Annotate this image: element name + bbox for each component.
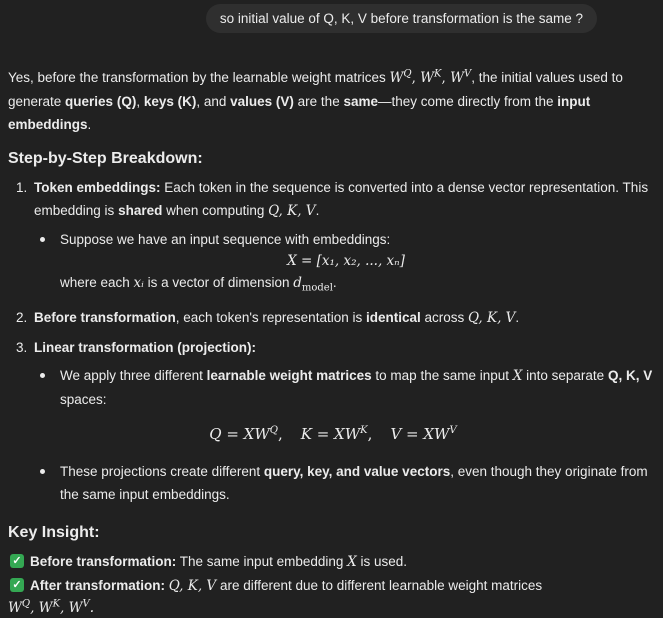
insight-item: [8, 550, 658, 574]
assistant-response: [8, 66, 658, 618]
projection-equations: $Q = XW^Q$, $K = XW^K$, $V = XW^V$: [209, 424, 457, 443]
bold-queries: queries (Q): [65, 94, 137, 109]
bold-keys: keys (K): [143, 94, 197, 109]
bullet-list: [34, 364, 658, 506]
user-message-bubble: so initial value of Q, K, V before transformation is the same ?: [206, 4, 597, 33]
insight-text: After transformation: Q, K, V are different due to different learnable weight matrices: [30, 577, 543, 594]
bold-input-embeddings: input embeddings: [8, 94, 591, 132]
step-number: 2.: [16, 309, 28, 325]
intro-text: ,: [136, 94, 144, 109]
math-wv: $W^V$: [450, 68, 472, 86]
step-number: 1.: [16, 180, 28, 195]
intro-text: are the: [293, 94, 344, 109]
math-wq: $W^Q$: [389, 68, 412, 86]
bullet-item: [34, 460, 658, 506]
math-wk: $W^K$: [420, 68, 442, 86]
step-number: 3.: [16, 339, 28, 355]
breakdown-heading: Step-by-Step Breakdown:: [8, 150, 203, 167]
math-separator: ,: [411, 70, 421, 86]
step-item: [8, 336, 658, 506]
where-text: where each xᵢ is a vector of dimension $d_{model}$.: [60, 275, 337, 294]
step-text: Linear transformation (projection):: [34, 339, 257, 355]
check-mark-icon: ✓: [10, 554, 24, 568]
bullet-text: These projections create different query, key, and value vectors, even though they originate from the same input embeddings.: [60, 463, 648, 502]
bold-values: values (V): [230, 94, 294, 109]
bullet-text: Suppose we have an input sequence with embeddings:: [60, 232, 391, 247]
step-text: Token embeddings: Each token in the sequence is converted into a dense vector representation. This embedding is shared when computing Q, K, V.: [34, 180, 649, 219]
intro-text: Yes, before the transformation by the learnable weight matrices: [8, 70, 390, 85]
insight-item: [8, 574, 658, 618]
intro-text: , and: [196, 94, 231, 109]
math-separator: ,: [441, 70, 451, 86]
step-text: Before transformation, each token's representation is identical across Q, K, V.: [34, 309, 520, 326]
bullet-item: [34, 364, 658, 446]
bullet-text: We apply three different learnable weight matrices to map the same input X into separate Q, K, V spaces:: [60, 367, 653, 407]
step-item: [8, 306, 658, 330]
intro-paragraph: [8, 66, 658, 136]
insight-text: Before transformation: The same input embedding X is used.: [30, 553, 408, 570]
insight-list: [8, 550, 658, 618]
check-mark-icon: ✓: [10, 578, 24, 592]
insight-heading: Key Insight:: [8, 523, 100, 541]
intro-text: , the initial values used to generate: [8, 70, 623, 109]
bullet-list: [34, 228, 658, 300]
weight-matrices-math: $W^Q$, $W^K$, $W^V$.: [8, 598, 95, 616]
bullet-item: [34, 228, 658, 300]
intro-text: —they come directly from the: [377, 94, 558, 109]
equation-sequence: X = [x₁, x₂, ..., xₙ]: [287, 253, 405, 269]
intro-text: .: [87, 117, 92, 132]
bold-same: same: [343, 94, 378, 109]
steps-list: [8, 176, 658, 506]
step-item: [8, 176, 658, 300]
